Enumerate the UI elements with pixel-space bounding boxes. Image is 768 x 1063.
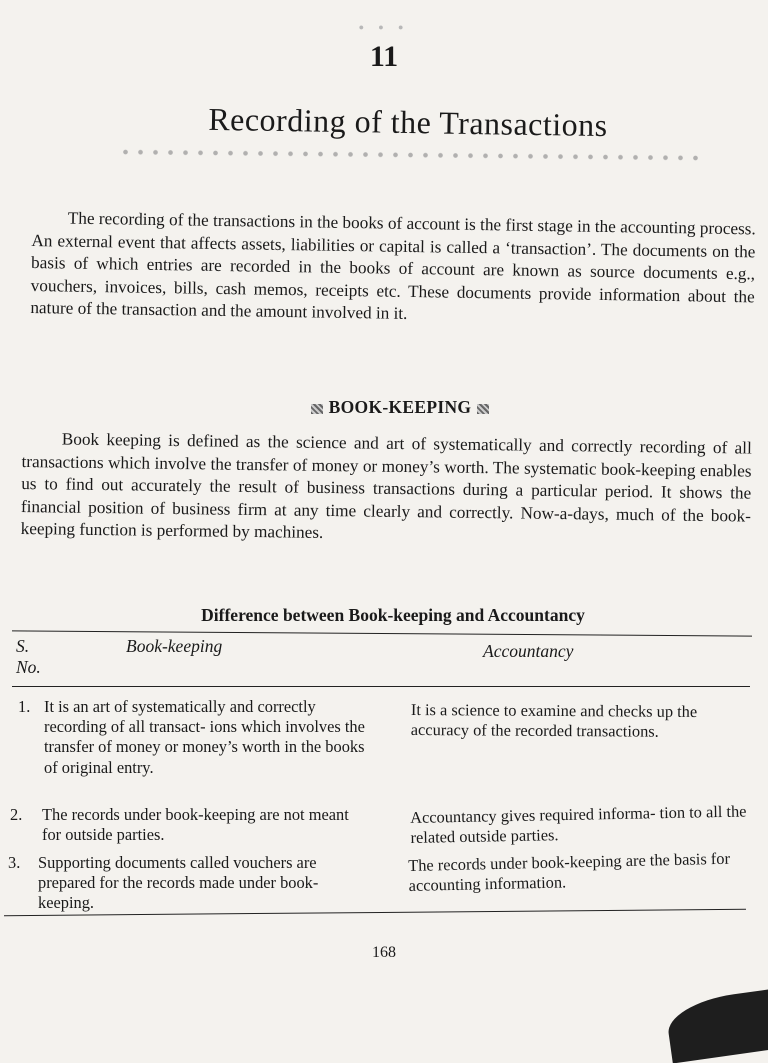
- column-header-accountancy: Accountancy: [483, 641, 574, 661]
- top-ornament: ● ● ●: [358, 22, 410, 32]
- heading-marker-icon: [311, 404, 323, 414]
- bookkeeping-cell: The records under book-keeping are not meant for outside parties.: [42, 805, 349, 845]
- column-header-bookkeeping: Book-keeping: [126, 636, 223, 656]
- chapter-title: Recording of the Transactions: [208, 100, 608, 144]
- intro-paragraph: The recording of the transactions in the books of account is the first stage in the accounting process. An external event that affects assets, liabilities or capital is called a ‘transaction’. The documents on the basis of which entries are recorded in the books of account are known as source documents e.g., vouchers, invoices, bills, cash memos, receipts etc. These documents provide information about the nature of the transaction and the amount involved in it.: [30, 208, 756, 324]
- accountancy-cell: It is a science to examine and checks up the accuracy of the recorded transactions.: [410, 700, 698, 741]
- row-number: 3.: [8, 853, 21, 872]
- table-header-rule: [12, 686, 750, 687]
- section-heading-label: BOOK-KEEPING: [328, 397, 472, 417]
- chapter-number: 11: [369, 40, 399, 73]
- column-header-sno: S. No.: [16, 636, 41, 677]
- bookkeeping-paragraph: Book keeping is defined as the science and art of systematically and correctly recording of all transactions which involve the transfer of money or money’s worth. The systematic book-keeping enables us to find out accurately the result of business transactions during a particular period. It shows the financial position of business firm at any time clearly and correctly. Now-a-days, much of the book-keeping function is performed by machines.: [20, 429, 752, 543]
- section-heading: [0, 397, 768, 418]
- bookkeeping-cell: It is an art of systematically and correctly recording of all transact- ions which involves the transfer of money or money’s worth in the books of original entry.: [44, 697, 365, 777]
- heading-marker-icon: [477, 404, 489, 414]
- row-number: 2.: [10, 805, 23, 824]
- accountancy-cell: The records under book-keeping are the basis for accounting information.: [408, 848, 731, 896]
- row-number: 1.: [18, 697, 31, 716]
- table-title: Difference between Book-keeping and Accountancy: [201, 605, 585, 625]
- page-number: 168: [372, 944, 396, 961]
- title-ornament-divider: [118, 145, 698, 165]
- table-top-rule: [12, 630, 752, 636]
- accountancy-cell: Accountancy gives required informa- tion to all the related outside parties.: [410, 801, 747, 848]
- bookkeeping-cell: Supporting documents called vouchers are prepared for the records made under book-keeping.: [38, 853, 319, 913]
